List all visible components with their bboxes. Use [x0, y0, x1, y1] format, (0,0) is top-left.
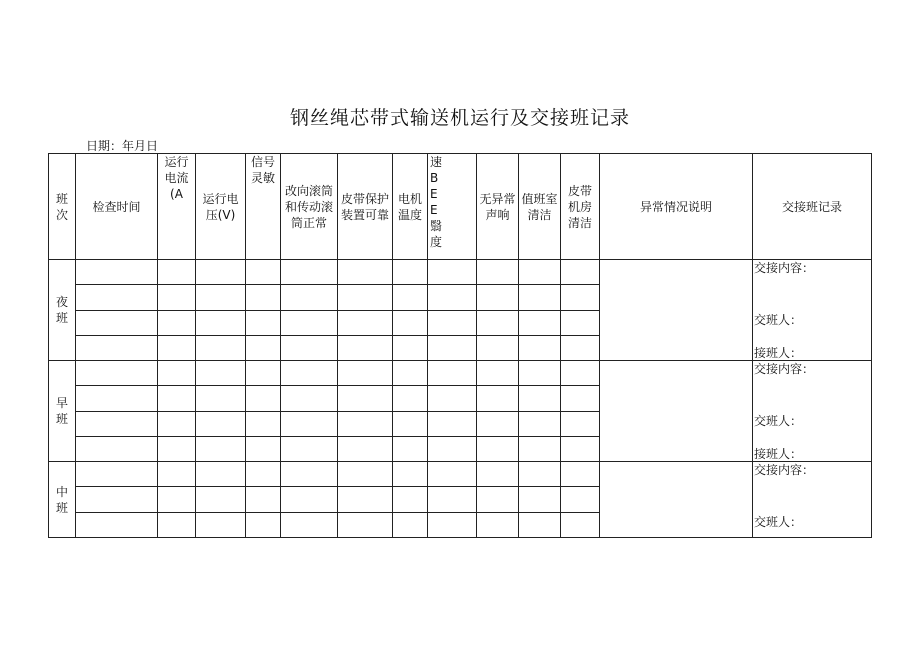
cell-input[interactable] [246, 310, 281, 335]
cell-input[interactable] [76, 285, 158, 310]
handover-content-label: 交接内容： [754, 261, 815, 275]
cell-input[interactable] [338, 285, 393, 310]
cell-input[interactable] [246, 436, 281, 461]
table-row [49, 462, 872, 487]
cell-input[interactable] [428, 411, 477, 436]
operation-log-table [48, 153, 872, 538]
cell-input[interactable] [338, 512, 393, 537]
cell-input[interactable] [76, 512, 158, 537]
handover-content-label: 交接内容： [754, 463, 815, 477]
cell-input[interactable] [196, 361, 246, 386]
cell-input[interactable] [76, 436, 158, 461]
cell-input[interactable] [477, 436, 519, 461]
cell-input[interactable] [428, 386, 477, 411]
cell-input[interactable] [76, 462, 158, 487]
page-title: 钢丝绳芯带式输送机运行及交接班记录 [289, 107, 630, 129]
cell-input[interactable] [338, 462, 393, 487]
cell-input[interactable] [477, 487, 519, 512]
cell-input[interactable] [561, 411, 600, 436]
cell-input[interactable] [196, 335, 246, 360]
cell-input[interactable] [338, 386, 393, 411]
cell-input[interactable] [338, 487, 393, 512]
date-label: 日期：年月日 [86, 139, 159, 153]
cell-input[interactable] [477, 285, 519, 310]
cell-input[interactable] [281, 411, 338, 436]
cell-input[interactable] [519, 310, 561, 335]
receiving-person-label: 接班人： [754, 447, 803, 461]
cell-input[interactable] [246, 335, 281, 360]
cell-input[interactable] [158, 335, 196, 360]
cell-input[interactable] [477, 310, 519, 335]
cell-input[interactable] [196, 310, 246, 335]
cell-input[interactable] [561, 361, 600, 386]
shift-label-top: 中 [55, 484, 68, 499]
cell-input[interactable] [281, 310, 338, 335]
cell-input[interactable] [393, 512, 428, 537]
cell-input[interactable] [196, 285, 246, 310]
cell-input[interactable] [281, 462, 338, 487]
cell-input[interactable] [393, 285, 428, 310]
cell-input[interactable] [246, 285, 281, 310]
cell-input[interactable] [561, 386, 600, 411]
cell-input[interactable] [519, 285, 561, 310]
cell-input[interactable] [519, 386, 561, 411]
cell-input[interactable] [76, 487, 158, 512]
cell-input[interactable] [561, 285, 600, 310]
cell-input[interactable] [428, 487, 477, 512]
header-shift: 班次 [49, 154, 76, 260]
cell-input[interactable] [477, 462, 519, 487]
cell-input[interactable] [76, 386, 158, 411]
cell-input[interactable] [281, 260, 338, 285]
cell-input[interactable] [281, 335, 338, 360]
receiving-person-label: 接班人： [754, 346, 803, 360]
header-signal: 信号灵敏 [246, 154, 281, 260]
cell-input[interactable] [158, 386, 196, 411]
handover-cell[interactable] [753, 361, 872, 462]
cell-input[interactable] [338, 361, 393, 386]
cell-input[interactable] [76, 411, 158, 436]
handing-person-label: 交班人： [754, 414, 803, 428]
cell-input[interactable] [561, 512, 600, 537]
cell-input[interactable] [158, 436, 196, 461]
cell-input[interactable] [519, 260, 561, 285]
header-no-noise: 无异常声响 [477, 154, 519, 260]
header-current: 运行电流(A [158, 154, 196, 260]
handover-cell[interactable] [753, 260, 872, 361]
handing-person-label: 交班人： [754, 515, 803, 529]
cell-input[interactable] [246, 386, 281, 411]
cell-input[interactable] [393, 462, 428, 487]
abnormal-cell[interactable] [600, 462, 753, 538]
cell-input[interactable] [393, 310, 428, 335]
cell-input[interactable] [338, 335, 393, 360]
cell-input[interactable] [338, 260, 393, 285]
cell-input[interactable] [281, 285, 338, 310]
abnormal-cell[interactable] [600, 361, 753, 462]
cell-input[interactable] [281, 487, 338, 512]
cell-input[interactable] [196, 462, 246, 487]
cell-input[interactable] [196, 512, 246, 537]
cell-input[interactable] [393, 260, 428, 285]
cell-input[interactable] [76, 310, 158, 335]
header-handover: 交接班记录 [753, 154, 872, 260]
abnormal-cell[interactable] [600, 260, 753, 361]
cell-input[interactable] [281, 361, 338, 386]
cell-input[interactable] [281, 436, 338, 461]
shift-label-bottom: 班 [55, 412, 68, 426]
cell-input[interactable] [519, 436, 561, 461]
cell-input[interactable] [477, 386, 519, 411]
cell-input[interactable] [158, 310, 196, 335]
cell-input[interactable] [393, 487, 428, 512]
shift-label-morning [49, 361, 76, 462]
cell-input[interactable] [338, 436, 393, 461]
header-protection: 皮带保护装置可靠 [338, 154, 393, 260]
cell-input[interactable] [428, 310, 477, 335]
shift-label-middle [49, 462, 76, 538]
header-voltage: 运行电压(V) [196, 154, 246, 260]
cell-input[interactable] [561, 335, 600, 360]
cell-input[interactable] [519, 512, 561, 537]
header-abnormal: 异常情况说明 [600, 154, 753, 260]
cell-input[interactable] [519, 361, 561, 386]
cell-input[interactable] [158, 512, 196, 537]
cell-input[interactable] [281, 512, 338, 537]
cell-input[interactable] [76, 260, 158, 285]
cell-input[interactable] [393, 361, 428, 386]
header-speed-text: 速BEE翳度 [430, 155, 443, 249]
cell-input[interactable] [477, 335, 519, 360]
table-row [49, 260, 872, 285]
header-rollers: 改向滚筒和传动滚筒正常 [281, 154, 338, 260]
shift-label-top: 早 [55, 396, 68, 410]
cell-input[interactable] [158, 260, 196, 285]
table-row [49, 361, 872, 386]
header-belt-room: 皮带机房清洁 [561, 154, 600, 260]
cell-input[interactable] [393, 386, 428, 411]
cell-input[interactable] [561, 462, 600, 487]
cell-input[interactable] [428, 285, 477, 310]
header-duty-room: 值班室清洁 [519, 154, 561, 260]
cell-input[interactable] [519, 411, 561, 436]
cell-input[interactable] [561, 487, 600, 512]
cell-input[interactable] [338, 411, 393, 436]
cell-input[interactable] [519, 335, 561, 360]
header-speed [428, 154, 477, 260]
cell-input[interactable] [196, 260, 246, 285]
shift-label-top: 夜 [55, 295, 68, 309]
cell-input[interactable] [196, 411, 246, 436]
handing-person-label: 交班人： [754, 313, 803, 327]
cell-input[interactable] [246, 487, 281, 512]
cell-input[interactable] [196, 436, 246, 461]
cell-input[interactable] [196, 386, 246, 411]
cell-input[interactable] [196, 487, 246, 512]
cell-input[interactable] [246, 411, 281, 436]
header-motor-temp: 电机温度 [393, 154, 428, 260]
cell-input[interactable] [477, 411, 519, 436]
cell-input[interactable] [281, 386, 338, 411]
cell-input[interactable] [428, 361, 477, 386]
cell-input[interactable] [246, 512, 281, 537]
cell-input[interactable] [519, 462, 561, 487]
cell-input[interactable] [393, 411, 428, 436]
cell-input[interactable] [246, 462, 281, 487]
cell-input[interactable] [246, 361, 281, 386]
cell-input[interactable] [158, 462, 196, 487]
cell-input[interactable] [477, 361, 519, 386]
cell-input[interactable] [76, 335, 158, 360]
cell-input[interactable] [428, 260, 477, 285]
cell-input[interactable] [428, 436, 477, 461]
header-check-time: 检查时间 [76, 154, 158, 260]
cell-input[interactable] [393, 335, 428, 360]
cell-input[interactable] [158, 361, 196, 386]
cell-input[interactable] [477, 512, 519, 537]
handover-cell[interactable] [753, 462, 872, 538]
cell-input[interactable] [158, 487, 196, 512]
cell-input[interactable] [561, 436, 600, 461]
handover-content-label: 交接内容： [754, 362, 815, 376]
cell-input[interactable] [477, 260, 519, 285]
cell-input[interactable] [246, 260, 281, 285]
cell-input[interactable] [338, 310, 393, 335]
shift-label-bottom: 班 [55, 500, 68, 515]
shift-label-bottom: 班 [55, 311, 68, 325]
cell-input[interactable] [158, 285, 196, 310]
cell-input[interactable] [428, 462, 477, 487]
cell-input[interactable] [158, 411, 196, 436]
cell-input[interactable] [393, 436, 428, 461]
header-row [49, 154, 872, 260]
cell-input[interactable] [76, 361, 158, 386]
shift-label-night [49, 260, 76, 361]
cell-input[interactable] [428, 335, 477, 360]
cell-input[interactable] [561, 310, 600, 335]
cell-input[interactable] [561, 260, 600, 285]
cell-input[interactable] [428, 512, 477, 537]
cell-input[interactable] [519, 487, 561, 512]
